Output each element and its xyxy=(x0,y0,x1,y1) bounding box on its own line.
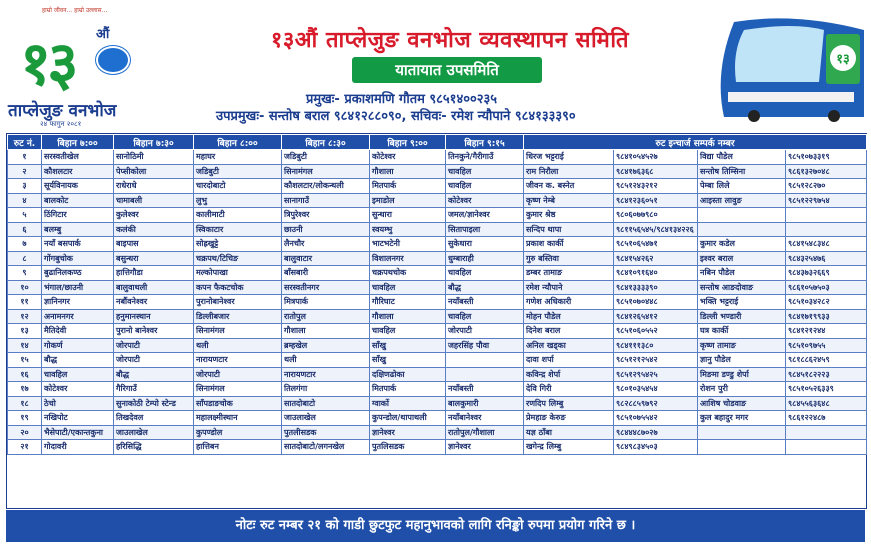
cell-stop-8-30: थली xyxy=(282,353,370,368)
cell-stop-9-00: कोटेश्वर xyxy=(370,150,446,165)
cell-incharge-name-2 xyxy=(698,222,786,237)
cell-stop-9-15: बालकुमारी xyxy=(446,396,524,411)
cell-incharge-name-2 xyxy=(698,208,786,223)
cell-stop-7-00: गोदावरी xyxy=(42,440,114,455)
col-9-00: बिहान ९:०० xyxy=(370,135,446,150)
cell-stop-8-00: हात्तिबन xyxy=(194,440,282,455)
cell-stop-9-00: चावहिल xyxy=(370,324,446,339)
cell-incharge-name-1: धिरज भट्टराई xyxy=(524,150,614,165)
cell-stop-9-00: गौरिघाट xyxy=(370,295,446,310)
cell-incharge-phone-1: ९८४४४८७०२७ xyxy=(614,425,698,440)
cell-stop-9-00: गौशाला xyxy=(370,309,446,324)
cell-stop-7-00: अनामनगर xyxy=(42,309,114,324)
cell-incharge-name-2: मिङमा डण्डु शेर्पा xyxy=(698,367,786,382)
cell-route-no: ११ xyxy=(8,295,42,310)
cell-stop-7-30: बौद्ध xyxy=(114,367,194,382)
cell-incharge-phone-1: ९८४१२३६०५१ xyxy=(614,193,698,208)
cell-incharge-name-2: सन्तोष तिम्सिना xyxy=(698,164,786,179)
cell-stop-8-00: मल्कोपाखा xyxy=(194,266,282,281)
cell-stop-9-00: गौशाला xyxy=(370,164,446,179)
cell-route-no: २० xyxy=(8,425,42,440)
table-row xyxy=(8,338,867,353)
cell-stop-8-30: गौशाला xyxy=(282,324,370,339)
cell-stop-9-00: ज्ञानेश्वर xyxy=(370,425,446,440)
cell-incharge-phone-1: ९८५१०६५४७१ xyxy=(614,237,698,252)
cell-route-no: ९ xyxy=(8,266,42,281)
cell-stop-9-15: नयाँबस्ती xyxy=(446,295,524,310)
cell-incharge-name-1: कृष्ण नेम्बे xyxy=(524,193,614,208)
cell-incharge-name-2: इश्वर बराल xyxy=(698,251,786,266)
cell-incharge-phone-1: ९८४१०९१६४० xyxy=(614,266,698,281)
cell-stop-8-30: सरस्वतीनगर xyxy=(282,280,370,295)
cell-stop-9-15 xyxy=(446,367,524,382)
cell-route-no: ६ xyxy=(8,222,42,237)
chief-info: प्रमुखः- प्रकाशमणि गौतम ९८५१४००२३५ xyxy=(306,92,498,107)
cell-stop-7-30: जोरपाटी xyxy=(114,353,194,368)
cell-incharge-phone-1: ९८०६०७७९८० xyxy=(614,208,698,223)
cell-incharge-phone-2 xyxy=(786,208,867,223)
cell-incharge-name-1: दिनेश बराल xyxy=(524,324,614,339)
cell-stop-7-00: गोंगबुचोक xyxy=(42,251,114,266)
cell-incharge-phone-1: ९८५१२१२५४२ xyxy=(614,353,698,368)
cell-incharge-phone-2: ९८१८८६२४५९ xyxy=(786,353,867,368)
table-row xyxy=(8,425,867,440)
bus-route-sign: १३ xyxy=(836,52,850,67)
cell-incharge-phone-2: ९८५१२८२७० xyxy=(786,179,867,194)
cell-stop-8-30: ब्रम्हखेल xyxy=(282,338,370,353)
cell-stop-9-15: नयाँबानेश्वर xyxy=(446,411,524,426)
cell-stop-8-00: सिनामंगल xyxy=(194,324,282,339)
cell-incharge-name-2: सन्तोष आङदोवाङ xyxy=(698,280,786,295)
cell-incharge-name-1: गुरु बस्तिवा xyxy=(524,251,614,266)
cell-route-no: ८ xyxy=(8,251,42,266)
cell-stop-8-00: स्विकाटार xyxy=(194,222,282,237)
cell-incharge-name-1: देवि गिरी xyxy=(524,382,614,397)
cell-stop-8-00: महालक्ष्मीस्थान xyxy=(194,411,282,426)
cell-incharge-phone-1: ९८४१०५४५२७ xyxy=(614,150,698,165)
cell-stop-9-15 xyxy=(446,353,524,368)
table-row xyxy=(8,193,867,208)
cell-incharge-name-1: कविन्द्र शेर्पा xyxy=(524,367,614,382)
col-route-no: रुट नं. xyxy=(8,135,42,150)
cell-stop-8-00: नारायणटार xyxy=(194,353,282,368)
cell-incharge-phone-2 xyxy=(786,440,867,455)
cell-stop-7-30: जाउलाखेल xyxy=(114,425,194,440)
cell-incharge-name-1: खगेन्द्र लिम्बु xyxy=(524,440,614,455)
cell-stop-8-30: बाँसबारी xyxy=(282,266,370,281)
table-row xyxy=(8,411,867,426)
cell-incharge-name-1: रमेश न्यौपाने xyxy=(524,280,614,295)
cell-stop-8-00: कालीमाटी xyxy=(194,208,282,223)
table-row xyxy=(8,324,867,339)
cell-stop-9-15: धुम्बाराही xyxy=(446,251,524,266)
schedule-table xyxy=(7,134,867,455)
cell-stop-8-30: पुतलीसडक xyxy=(282,425,370,440)
cell-incharge-name-1: मोहन पौडेल xyxy=(524,309,614,324)
cell-incharge-phone-1: ९८११५६५४५/९८४१३४२२६ xyxy=(614,222,698,237)
cell-stop-9-00: दक्षिणढोका xyxy=(370,367,446,382)
cell-stop-8-30: नारायणटार xyxy=(282,367,370,382)
cell-stop-7-30: कुलेश्वर xyxy=(114,208,194,223)
logo-suffix: औं xyxy=(96,27,110,42)
cell-incharge-name-2: विद्या पौडेल xyxy=(698,150,786,165)
cell-stop-8-30: छाउनी xyxy=(282,222,370,237)
cell-incharge-name-2 xyxy=(698,440,786,455)
cell-stop-7-00: कोटेश्वर xyxy=(42,382,114,397)
cell-stop-7-00: ठिंगिटार xyxy=(42,208,114,223)
cell-stop-9-15: कोटेश्वर xyxy=(446,193,524,208)
cell-stop-7-30: राधेराधे xyxy=(114,179,194,194)
cell-incharge-phone-1: ९८५१०७५५४२ xyxy=(614,411,698,426)
cell-stop-9-15: बौद्ध xyxy=(446,280,524,295)
cell-stop-9-15: चावहिल xyxy=(446,309,524,324)
cell-stop-7-00: बुढानिलकण्ठ xyxy=(42,266,114,281)
cell-stop-8-00: सिनामंगल xyxy=(194,382,282,397)
cell-incharge-name-1: रणदिप लिम्बु xyxy=(524,396,614,411)
cell-stop-9-15: रातोपुल/गौशाला xyxy=(446,425,524,440)
cell-stop-8-00: डिल्लीबजार xyxy=(194,309,282,324)
cell-incharge-phone-2: ९८५१०७३३१९ xyxy=(786,150,867,165)
cell-stop-8-30: लैनचौर xyxy=(282,237,370,252)
cell-incharge-name-2: कुमार कडेल xyxy=(698,237,786,252)
cell-stop-9-00: स्वयम्भु xyxy=(370,222,446,237)
cell-stop-7-30: बाइपास xyxy=(114,237,194,252)
cell-stop-7-00: बलम्बु xyxy=(42,222,114,237)
cell-stop-7-30: पेप्सीकोला xyxy=(114,164,194,179)
cell-stop-9-00: मितपार्क xyxy=(370,179,446,194)
cell-stop-7-30: गैरिगाउँ xyxy=(114,382,194,397)
cell-incharge-phone-1: ९८४१२६५४१२ xyxy=(614,309,698,324)
cell-stop-8-30: जडिबुटी xyxy=(282,150,370,165)
cell-stop-9-00: पुतलिसडक xyxy=(370,440,446,455)
table-row xyxy=(8,280,867,295)
cell-incharge-phone-2 xyxy=(786,425,867,440)
cell-stop-9-15: सितापाइला xyxy=(446,222,524,237)
cell-stop-8-00: सोह्रखुट्टे xyxy=(194,237,282,252)
cell-stop-7-30: सुनाकोठी टेम्पो स्टेन्ड xyxy=(114,396,194,411)
table-row xyxy=(8,237,867,252)
cell-stop-8-30: कौशलटार/लोकन्थली xyxy=(282,179,370,194)
table-header-row xyxy=(8,135,867,150)
cell-stop-7-00: मैतिदेवी xyxy=(42,324,114,339)
cell-incharge-name-2: नबिन पौडेल xyxy=(698,266,786,281)
cell-stop-9-15: तिनकुने/गैरीगाउँ xyxy=(446,150,524,165)
cell-incharge-name-1: सन्दिप थापा xyxy=(524,222,614,237)
cell-stop-9-15: जहरसिंह पौवा xyxy=(446,338,524,353)
cell-route-no: १४ xyxy=(8,338,42,353)
table-row xyxy=(8,150,867,165)
cell-incharge-phone-2: ९८५१२२९७५४ xyxy=(786,193,867,208)
cell-incharge-name-2: आशिष चोडवाङ xyxy=(698,396,786,411)
cell-stop-9-00: ग्वार्को xyxy=(370,396,446,411)
logo-name: ताप्लेजुङ वनभोज xyxy=(8,101,117,121)
cell-route-no: २ xyxy=(8,164,42,179)
cell-stop-7-00: कौशलटार xyxy=(42,164,114,179)
cell-incharge-phone-2: ९८४५५६३६४८ xyxy=(786,396,867,411)
cell-incharge-phone-2: ९८४१५४८३४८ xyxy=(786,237,867,252)
cell-incharge-name-1: कुमार श्रेष्ठ xyxy=(524,208,614,223)
col-7-00: बिहान ७:०० xyxy=(42,135,114,150)
cell-incharge-phone-1: ९८५१२९५४२५ xyxy=(614,367,698,382)
cell-incharge-name-1: राम निरौला xyxy=(524,164,614,179)
cell-incharge-name-2: घत्र कार्की xyxy=(698,324,786,339)
table-row xyxy=(8,179,867,194)
cell-stop-8-00: चक्रपथ/टिचिङ xyxy=(194,251,282,266)
cell-incharge-phone-1: ९८४१५४२६२ xyxy=(614,251,698,266)
cell-stop-7-30: बसुन्धरा xyxy=(114,251,194,266)
footer-note: नोटः रुट नम्बर २१ को गाडी छुटफुट महानुभावको लागि रनिङ्को रुपमा प्रयोग गरिने छ । xyxy=(6,510,865,542)
col-8-00: बिहान ८:०० xyxy=(194,135,282,150)
cell-route-no: १५ xyxy=(8,353,42,368)
table-body xyxy=(8,150,867,455)
cell-stop-7-00: बौद्ध xyxy=(42,353,114,368)
bus-icon xyxy=(714,12,868,122)
col-7-30: बिहान ७:३० xyxy=(114,135,194,150)
cell-stop-8-30: सिनामंगल xyxy=(282,164,370,179)
cell-incharge-phone-1: ९८५१२४३२१२ xyxy=(614,179,698,194)
cell-stop-9-00: सुन्धारा xyxy=(370,208,446,223)
cell-incharge-phone-2: ९८४३२५४७६ xyxy=(786,251,867,266)
cell-stop-7-00: नखिपोट xyxy=(42,411,114,426)
cell-incharge-phone-1: ९८४१११३८० xyxy=(614,338,698,353)
table-row xyxy=(8,382,867,397)
cell-route-no: १७ xyxy=(8,382,42,397)
cell-stop-9-00: कुपन्डोल/थापाथली xyxy=(370,411,446,426)
cell-incharge-name-1: दावा शर्पा xyxy=(524,353,614,368)
cell-stop-7-30: जोरपाटी xyxy=(114,338,194,353)
cell-stop-9-15: ज्ञानेश्वर xyxy=(446,440,524,455)
cell-stop-8-30: त्रिपुरेश्वर xyxy=(282,208,370,223)
cell-stop-8-00: कपन फैकटचोक xyxy=(194,280,282,295)
cell-incharge-name-2: ज्ञानु पौडेल xyxy=(698,353,786,368)
cell-stop-8-00: चारदोबाटो xyxy=(194,179,282,194)
cell-stop-8-30: जाउलाखेल xyxy=(282,411,370,426)
cell-stop-7-30: हरिसिद्धि xyxy=(114,440,194,455)
table-row xyxy=(8,208,867,223)
cell-incharge-phone-1: ९८०१०३५४५४ xyxy=(614,382,698,397)
table-row xyxy=(8,309,867,324)
cell-incharge-phone-2: ९८४१७१९९३३ xyxy=(786,309,867,324)
cell-stop-7-00: सूर्यविनायक xyxy=(42,179,114,194)
cell-stop-9-00: मितपार्क xyxy=(370,382,446,397)
cell-incharge-phone-2: ९८६१२२४८७ xyxy=(786,411,867,426)
cell-stop-8-30: मित्रपार्क xyxy=(282,295,370,310)
cell-stop-8-00: कुपण्डोल xyxy=(194,425,282,440)
cell-incharge-name-2: कृष्ण तामाङ xyxy=(698,338,786,353)
cell-stop-8-30: सानागाउँ xyxy=(282,193,370,208)
cell-stop-8-30: बालुवाटार xyxy=(282,251,370,266)
cell-incharge-name-1: गणेश अधिकारी xyxy=(524,295,614,310)
cell-incharge-name-2: भक्ति भट्टराई xyxy=(698,295,786,310)
cell-stop-9-00: चावहिल xyxy=(370,280,446,295)
cell-stop-7-00: ठेचो xyxy=(42,396,114,411)
col-8-30: बिहान ८:३० xyxy=(282,135,370,150)
cell-incharge-phone-2: ९८५१०३४२८२ xyxy=(786,295,867,310)
cell-stop-7-00: चावहिल xyxy=(42,367,114,382)
cell-incharge-phone-1: ९८५१०७०४४८ xyxy=(614,295,698,310)
cell-stop-9-15: जमल/ज्ञानेश्वर xyxy=(446,208,524,223)
cell-incharge-phone-1: ९८२८८५९७९२ xyxy=(614,396,698,411)
cell-incharge-phone-2: ९८५१०९७५५ xyxy=(786,338,867,353)
event-logo xyxy=(6,6,136,126)
cell-incharge-name-1: डम्बर तामाङ xyxy=(524,266,614,281)
cell-incharge-phone-2: ९८६१०५७५०३ xyxy=(786,280,867,295)
cell-route-no: ५ xyxy=(8,208,42,223)
col-9-15: बिहान ९:१५ xyxy=(446,135,524,150)
cell-stop-9-00: साँखु xyxy=(370,338,446,353)
cell-stop-9-00: चक्रपथचोक xyxy=(370,266,446,281)
cell-stop-7-00: सरस्वतीखेल xyxy=(42,150,114,165)
table-row xyxy=(8,222,867,237)
cell-incharge-phone-1: ९८४१३३३३९० xyxy=(614,280,698,295)
cell-incharge-phone-1: ९८५१०६०५५२ xyxy=(614,324,698,339)
cell-incharge-name-1: अनिल खड्का xyxy=(524,338,614,353)
cell-route-no: १३ xyxy=(8,324,42,339)
cell-stop-9-00: विशालनगर xyxy=(370,251,446,266)
cell-stop-8-00: थली xyxy=(194,338,282,353)
cell-incharge-phone-2: ९८४१२१२४४ xyxy=(786,324,867,339)
table-row xyxy=(8,367,867,382)
cell-stop-7-00: ज्ञानिनगर xyxy=(42,295,114,310)
cell-stop-8-30: सातदोबाटो/लगनखेल xyxy=(282,440,370,455)
cell-stop-8-00: जडिबुटी xyxy=(194,164,282,179)
cell-route-no: २१ xyxy=(8,440,42,455)
cell-stop-9-15: नयाँबस्ती xyxy=(446,382,524,397)
cell-stop-7-30: नर्बौवनेश्वर xyxy=(114,295,194,310)
cell-incharge-name-1: जीवन क. बस्नेत xyxy=(524,179,614,194)
cell-stop-7-30: हात्तिगौडा xyxy=(114,266,194,281)
cell-incharge-phone-1: ९८४९८३४५०३ xyxy=(614,440,698,455)
cell-incharge-phone-2: ९८६१३२७०४८ xyxy=(786,164,867,179)
cell-stop-9-15: चावहिल xyxy=(446,266,524,281)
cell-stop-8-00: साँपडाङचोक xyxy=(194,396,282,411)
table-row xyxy=(8,164,867,179)
cell-route-no: ४ xyxy=(8,193,42,208)
cell-route-no: ३ xyxy=(8,179,42,194)
cell-route-no: ७ xyxy=(8,237,42,252)
table-row xyxy=(8,353,867,368)
cell-stop-9-00: भाटभटेनी xyxy=(370,237,446,252)
globe-icon xyxy=(96,46,130,74)
cell-incharge-phone-2: ९८४५१८२२२३ xyxy=(786,367,867,382)
cell-stop-8-30: तिलगंगा xyxy=(282,382,370,397)
cell-stop-7-00: गोकर्ण xyxy=(42,338,114,353)
cell-route-no: १० xyxy=(8,280,42,295)
cell-stop-7-30: तिखदेवल xyxy=(114,411,194,426)
cell-stop-9-15: सुकेधारा xyxy=(446,237,524,252)
table-row xyxy=(8,251,867,266)
cell-stop-7-00: भंगाल/छाउनी xyxy=(42,280,114,295)
col-route-incharge: रुट इन्चार्ज सम्पर्क नम्बर xyxy=(524,135,867,150)
cell-stop-7-00: नयाँ बसपार्क xyxy=(42,237,114,252)
cell-stop-8-00: जोरपाटी xyxy=(194,367,282,382)
cell-stop-9-00: साँखु xyxy=(370,353,446,368)
cell-stop-7-00: भैसेपाटी/एकान्तकुना xyxy=(42,425,114,440)
cell-incharge-name-2: आइस्ता लावुङ xyxy=(698,193,786,208)
logo-date: २४ फागुन २०८१ xyxy=(40,120,82,128)
cell-stop-7-30: चामाबली xyxy=(114,193,194,208)
cell-incharge-name-2: पेम्बा लिले xyxy=(698,179,786,194)
cell-stop-7-30: सानोठिमी xyxy=(114,150,194,165)
header xyxy=(0,0,871,130)
cell-stop-7-30: पुरानो बानेश्वर xyxy=(114,324,194,339)
cell-incharge-name-2 xyxy=(698,425,786,440)
route-table xyxy=(6,133,867,509)
logo-number: १३ xyxy=(20,29,75,99)
cell-incharge-name-2: रोशन पुरी xyxy=(698,382,786,397)
cell-stop-8-30: सातदोबाटो xyxy=(282,396,370,411)
deputy-secretary-info: उपप्रमुखः- सन्तोष बराल ९८४१२८८०९०, सचिवः- रमेश न्यौपाने ९८४१३३३९० xyxy=(216,109,576,124)
cell-incharge-name-2: कुल बहादुर मगर xyxy=(698,411,786,426)
table-row xyxy=(8,266,867,281)
cell-incharge-name-1: यज्ञ ठाँबा xyxy=(524,425,614,440)
cell-incharge-name-1: प्रकाश कार्की xyxy=(524,237,614,252)
cell-stop-9-15: जोरपाटी xyxy=(446,324,524,339)
cell-incharge-phone-2: ९८४३७३२६६९ xyxy=(786,266,867,281)
cell-stop-9-00: इमाडोल xyxy=(370,193,446,208)
cell-stop-7-00: बालकोट xyxy=(42,193,114,208)
page-subtitle: यातायात उपसमिति xyxy=(352,57,542,83)
cell-stop-8-00: पुरानोबानेश्वर xyxy=(194,295,282,310)
cell-stop-8-30: रातोपुल xyxy=(282,309,370,324)
cell-stop-8-00: लुभु xyxy=(194,193,282,208)
cell-stop-7-30: कलंकी xyxy=(114,222,194,237)
cell-stop-8-00: महाघर xyxy=(194,150,282,165)
cell-route-no: १९ xyxy=(8,411,42,426)
table-row xyxy=(8,396,867,411)
cell-route-no: १८ xyxy=(8,396,42,411)
cell-stop-7-30: हनुमानस्थान xyxy=(114,309,194,324)
cell-route-no: १६ xyxy=(8,367,42,382)
cell-stop-9-15: चावहिल xyxy=(446,179,524,194)
cell-incharge-phone-2: ९८५१०५२६३३९ xyxy=(786,382,867,397)
cell-incharge-name-2: डिल्ली भण्डारी xyxy=(698,309,786,324)
table-row xyxy=(8,440,867,455)
cell-route-no: १२ xyxy=(8,309,42,324)
cell-route-no: १ xyxy=(8,150,42,165)
logo-tagline: हाम्रो जीवन... हाम्रो उल्लास... xyxy=(42,7,108,14)
cell-incharge-phone-2 xyxy=(786,222,867,237)
page-title: १३औं ताप्लेजुङ वनभोज व्यवस्थापन समिति xyxy=(270,28,630,53)
cell-stop-7-30: बालुवाथली xyxy=(114,280,194,295)
cell-incharge-phone-1: ९८४१७६३६८ xyxy=(614,164,698,179)
table-row xyxy=(8,295,867,310)
cell-incharge-name-1: प्रेमहाङ केरुङ xyxy=(524,411,614,426)
cell-stop-9-15: चावहिल xyxy=(446,164,524,179)
